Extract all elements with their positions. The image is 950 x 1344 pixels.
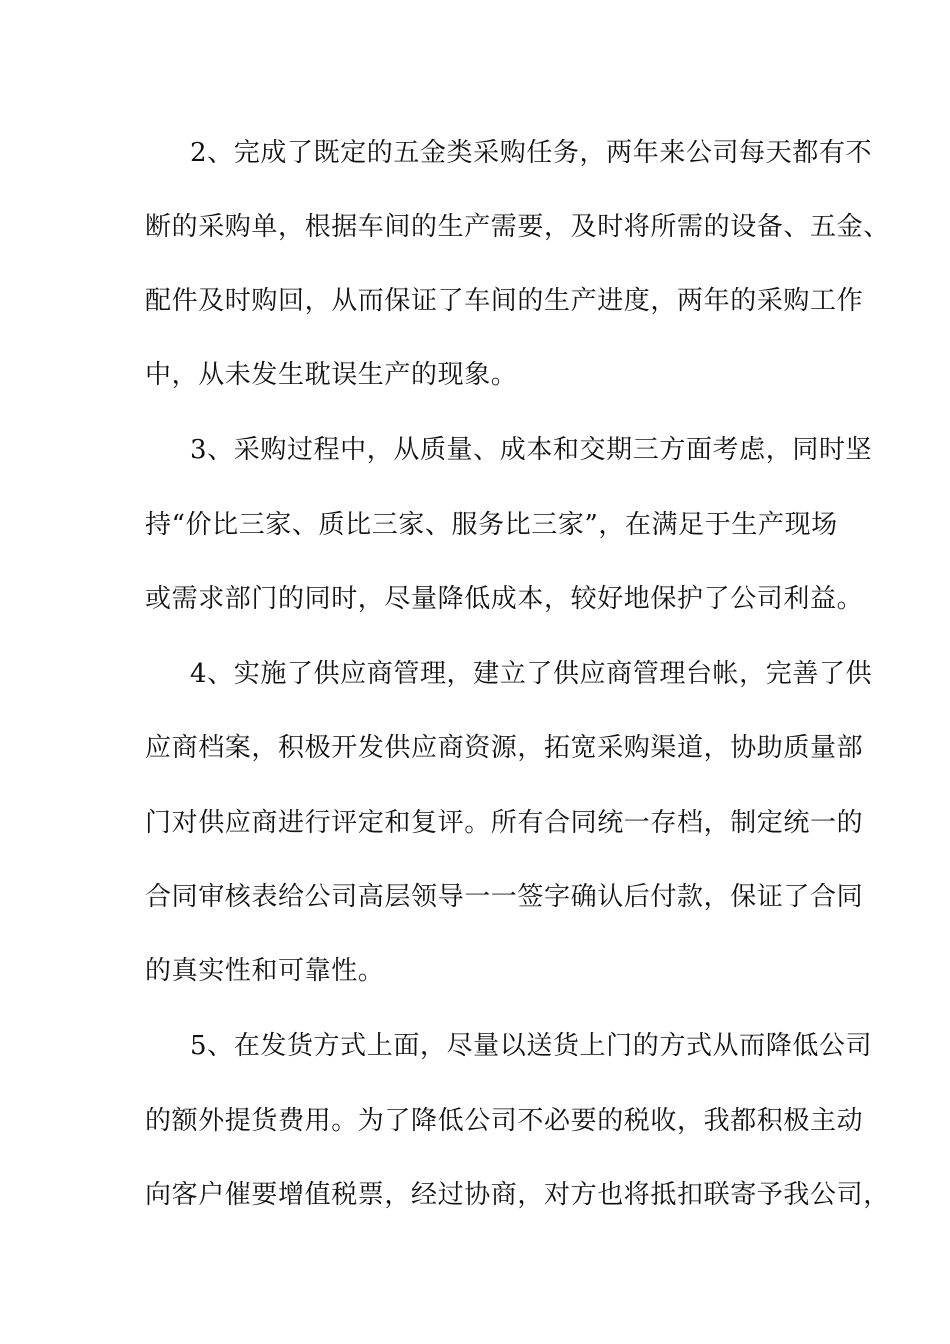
paragraph-line: 或需求部门的同时，尽量降低成本，较好地保护了公司利益。 [145, 584, 864, 614]
paragraph-line: 门对供应商进行评定和复评。所有合同统一存档，制定统一的 [145, 808, 864, 838]
paragraph-line: 5、在发货方式上面，尽量以送货上门的方式从而降低公司 [190, 1031, 873, 1061]
paragraph-line: 合同审核表给公司高层领导一一签字确认后付款，保证了合同 [145, 882, 864, 912]
paragraph-line: 断的采购单，根据车间的生产需要，及时将所需的设备、五金、 [145, 212, 890, 242]
paragraph-line: 3、采购过程中，从质量、成本和交期三方面考虑，同时坚 [190, 435, 873, 465]
paragraph-line: 向客户催要增值税票，经过协商，对方也将抵扣联寄予我公司， [145, 1180, 890, 1210]
paragraph-line: 中，从未发生耽误生产的现象。 [145, 360, 518, 390]
paragraph-line: 应商档案，积极开发供应商资源，拓宽采购渠道，协助质量部 [145, 733, 864, 763]
paragraph-line: 的额外提货费用。为了降低公司不必要的税收，我都积极主动 [145, 1106, 864, 1136]
paragraph-line: 配件及时购回，从而保证了车间的生产进度，两年的采购工作 [145, 286, 864, 316]
paragraph-line: 持“价比三家、质比三家、服务比三家”，在满足于生产现场 [145, 510, 838, 540]
paragraph-line: 的真实性和可靠性。 [145, 956, 385, 986]
paragraph-line: 4、实施了供应商管理，建立了供应商管理台帐，完善了供 [190, 659, 873, 689]
paragraph-line: 2、完成了既定的五金类采购任务，两年来公司每天都有不 [190, 138, 873, 168]
